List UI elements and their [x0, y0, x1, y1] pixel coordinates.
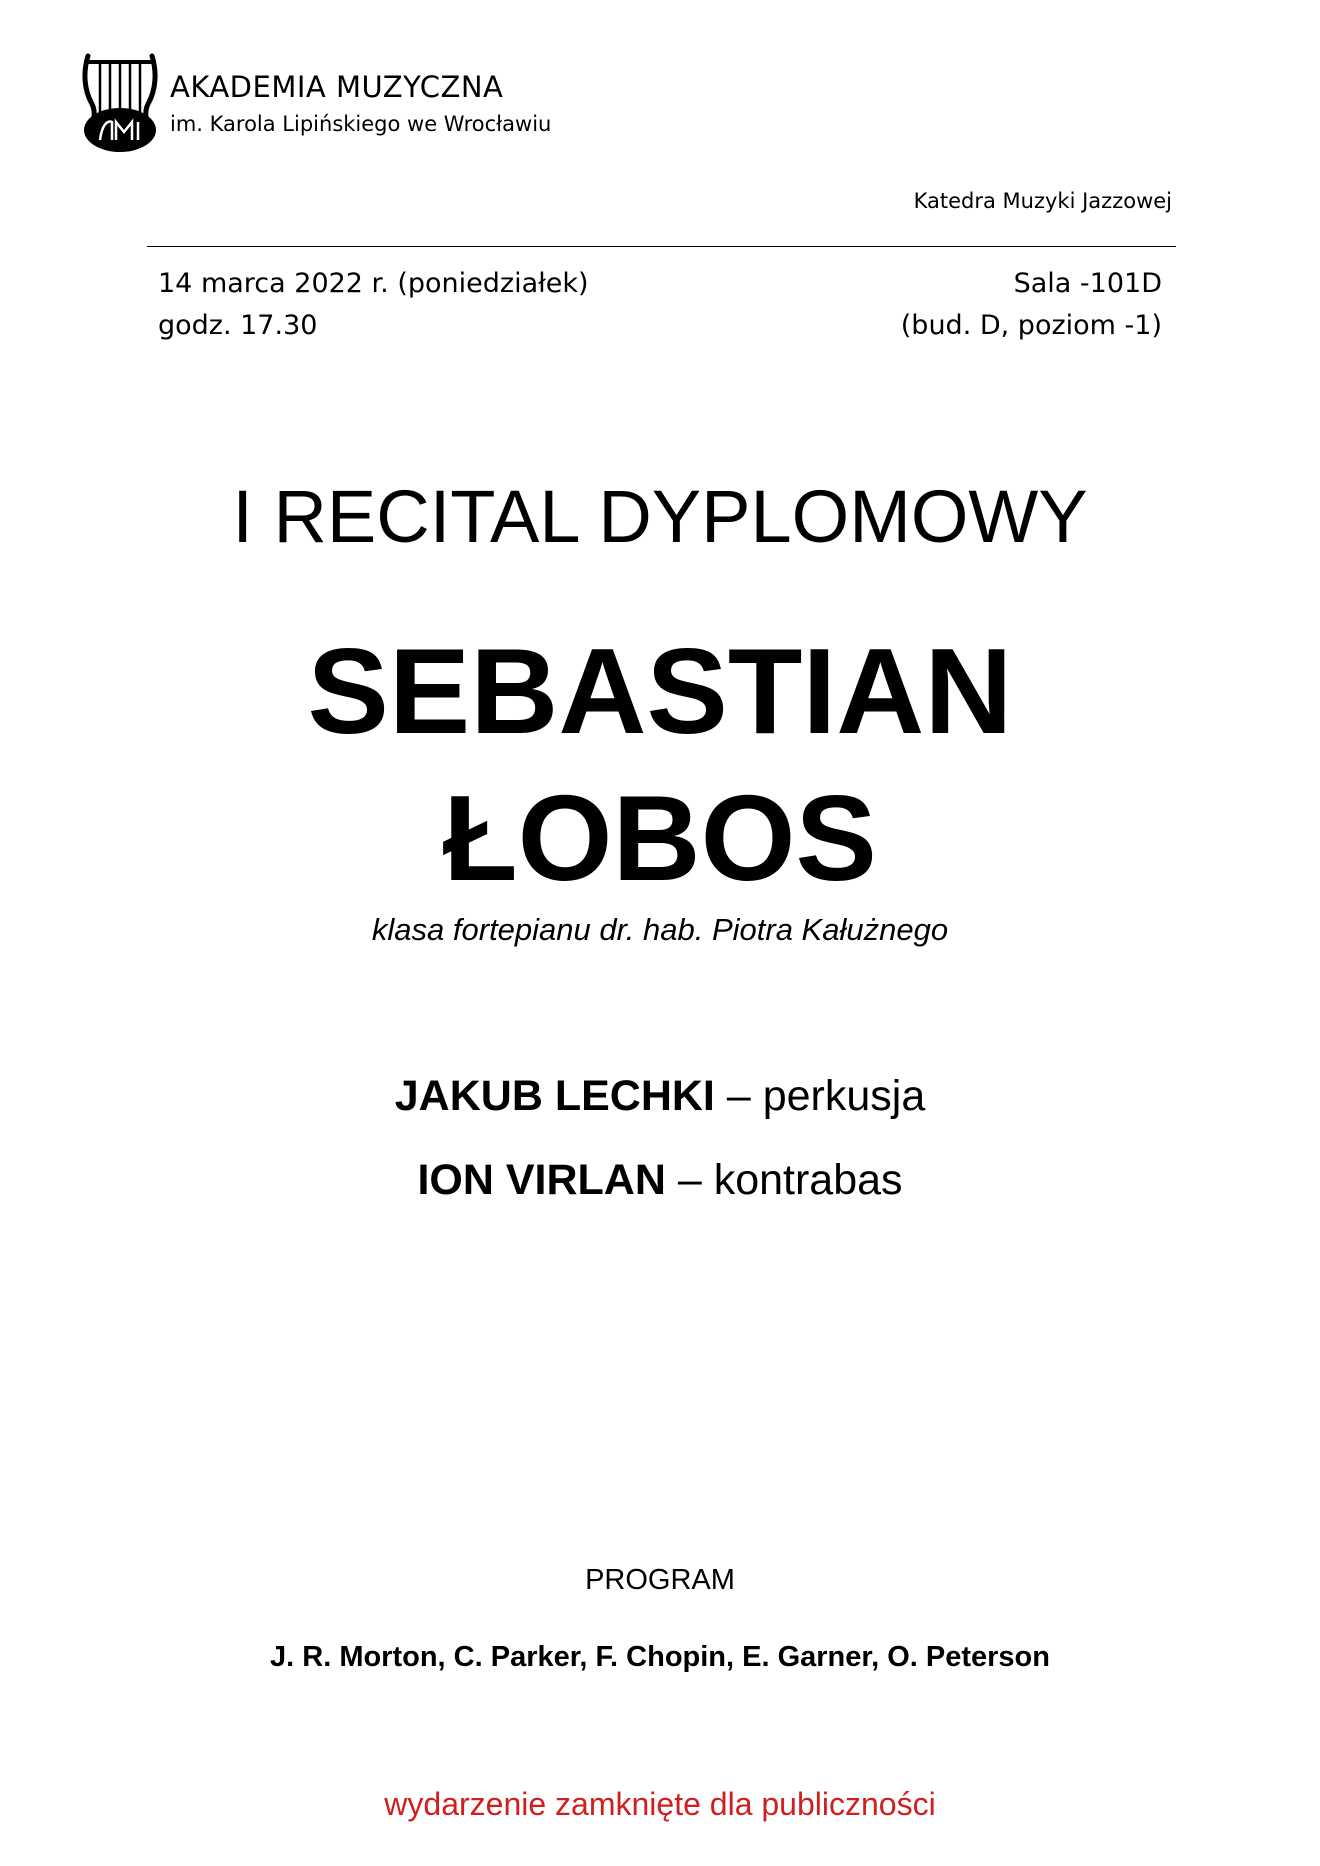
event-date: 14 marca 2022 r. (poniedziałek) — [158, 268, 589, 299]
program-composers: J. R. Morton, C. Parker, F. Chopin, E. Garner, O. Peterson — [270, 1641, 1050, 1673]
class-info: klasa fortepianu dr. hab. Piotra Kałużnego — [371, 912, 949, 947]
recital-title: I RECITAL DYPLOMOWY — [232, 475, 1088, 558]
accompanist-2 — [0, 1152, 1320, 1208]
performer-first-name: SEBASTIAN — [307, 623, 1013, 759]
accompanist-instrument: perkusja — [762, 1072, 926, 1120]
department-name: Katedra Muzyki Jazzowej — [913, 189, 1172, 213]
event-room: Sala -101D — [1013, 268, 1162, 299]
program-heading: PROGRAM — [585, 1564, 735, 1596]
event-building: (bud. D, poziom -1) — [900, 310, 1162, 341]
header-divider — [147, 246, 1176, 247]
performer-last-name: ŁOBOS — [443, 770, 877, 906]
closed-event-notice: wydarzenie zamknięte dla publiczności — [384, 1786, 936, 1822]
org-subtitle: im. Karola Lipińskiego we Wrocławiu — [170, 112, 552, 136]
accompanist-separator: – — [714, 1072, 763, 1120]
accompanist-1 — [0, 1068, 1320, 1124]
org-name: AKADEMIA MUZYCZNA — [170, 70, 504, 104]
event-date-time — [158, 263, 589, 347]
accompanist-instrument: kontrabas — [713, 1156, 903, 1204]
accompanist-separator: – — [665, 1156, 714, 1204]
event-location — [901, 263, 1162, 347]
lyre-logo-icon — [80, 52, 160, 154]
accompanist-name: ION VIRLAN — [417, 1156, 666, 1204]
accompanist-name: JAKUB LECHKI — [394, 1072, 715, 1120]
event-time: godz. 17.30 — [158, 310, 318, 341]
